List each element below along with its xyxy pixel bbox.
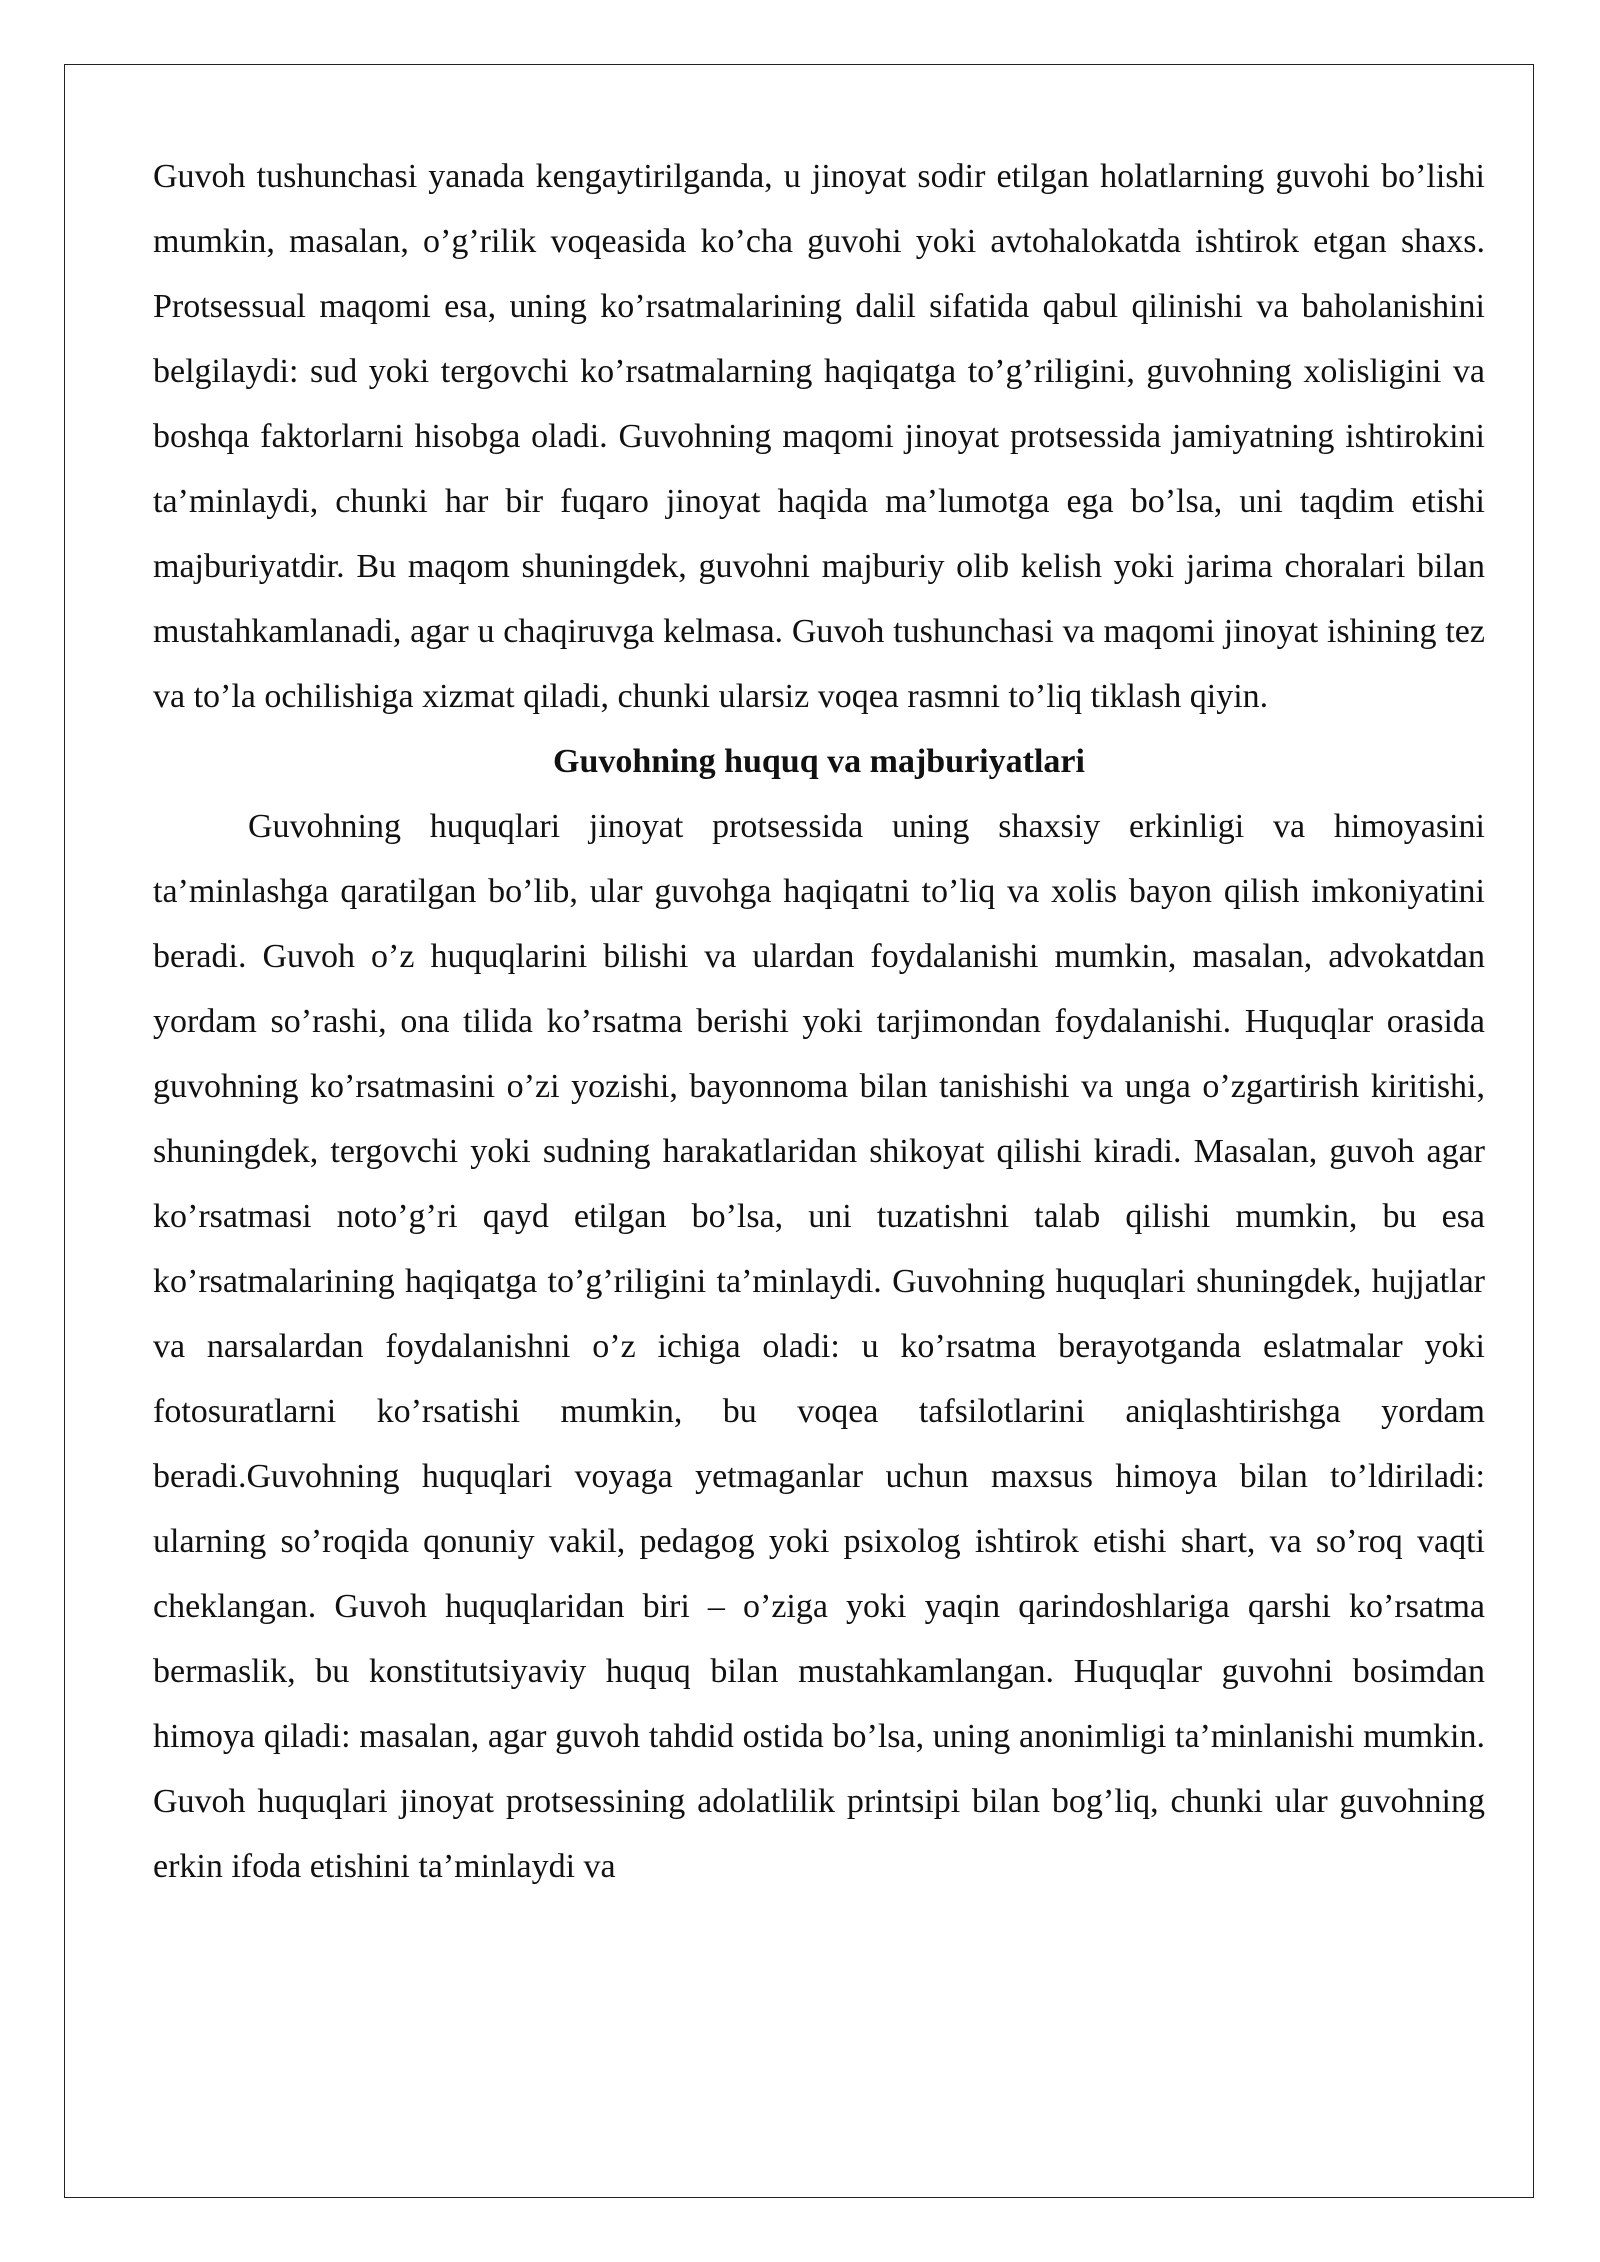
body-paragraph-1: Guvoh tushunchasi yanada kengaytirilganda, u jinoyat sodir etilgan holatlarning guvohi bo’lishi mumkin, masalan, o’g’rilik voqeasida ko’cha guvohi yoki avtohalokatda ishtirok etgan shaxs. Protsessual maqomi esa, uning ko’rsatmalarining dalil sifatida qabul qilinishi va baholanishini belgilaydi: sud yoki tergovchi ko’rsatmalarning haqiqatga to’g’riligini, guvohning xolisligini va boshqa faktorlarni hisobga oladi. Guvohning maqomi jinoyat protsessida jamiyatning ishtirokini ta’minlaydi, chunki har bir fuqaro jinoyat haqida ma’lumotga ega bo’lsa, uni taqdim etishi majburiyatdir. Bu maqom shuningdek, guvohni majburiy olib kelish yoki jarima choralari bilan mustahkamlanadi, agar u chaqiruvga kelmasa. Guvoh tushunchasi va maqomi jinoyat ishining tez va to’la ochilishiga xizmat qiladi, chunki ularsiz voqea rasmni to’liq tiklash qiyin. — [153, 158, 1485, 715]
section-heading: Guvohning huquq va majburiyatlari — [553, 743, 1085, 780]
body-paragraph-2: Guvohning huquqlari jinoyat protsessida uning shaxsiy erkinligi va himoyasini ta’minlashga qaratilgan bo’lib, ular guvohga haqiqatni to’liq va xolis bayon qilish imkoniyatini beradi. Guvoh o’z huquqlarini bilishi va ulardan foydalanishi mumkin, masalan, advokatdan yordam so’rashi, ona tilida ko’rsatma berishi yoki tarjimondan foydalanishi. Huquqlar orasida guvohning ko’rsatmasini o’zi yozishi, bayonnoma bilan tanishishi va unga o’zgartirish kiritishi, shuningdek, tergovchi yoki sudning harakatlaridan shikoyat qilishi kiradi. Masalan, guvoh agar ko’rsatmasi noto’g’ri qayd etilgan bo’lsa, uni tuzatishni talab qilishi mumkin, bu esa ko’rsatmalarining haqiqatga to’g’riligini ta’minlaydi. Guvohning huquqlari shuningdek, hujjatlar va narsalardan foydalanishni o’z ichiga oladi: u ko’rsatma berayotganda eslatmalar yoki fotosuratlarni ko’rsatishi mumkin, bu voqea tafsilotlarini aniqlashtirishga yordam beradi.Guvohning huquqlari voyaga yetmaganlar uchun maxsus himoya bilan to’ldiriladi: ularning so’roqida qonuniy vakil, pedagog yoki psixolog ishtirok etishi shart, va so’roq vaqti cheklangan. Guvoh huquqlaridan biri – o’ziga yoki yaqin qarindoshlariga qarshi ko’rsatma bermaslik, bu konstitutsiyaviy huquq bilan mustahkamlangan. Huquqlar guvohni bosimdan himoya qiladi: masalan, agar guvoh tahdid ostida bo’lsa, uning anonimligi ta’minlanishi mumkin. Guvoh huquqlari jinoyat protsessining adolatlilik printsipi bilan bog’liq, chunki ular guvohning erkin ifoda etishini ta’minlaydi va — [153, 808, 1485, 1885]
document-body — [153, 144, 1485, 1899]
